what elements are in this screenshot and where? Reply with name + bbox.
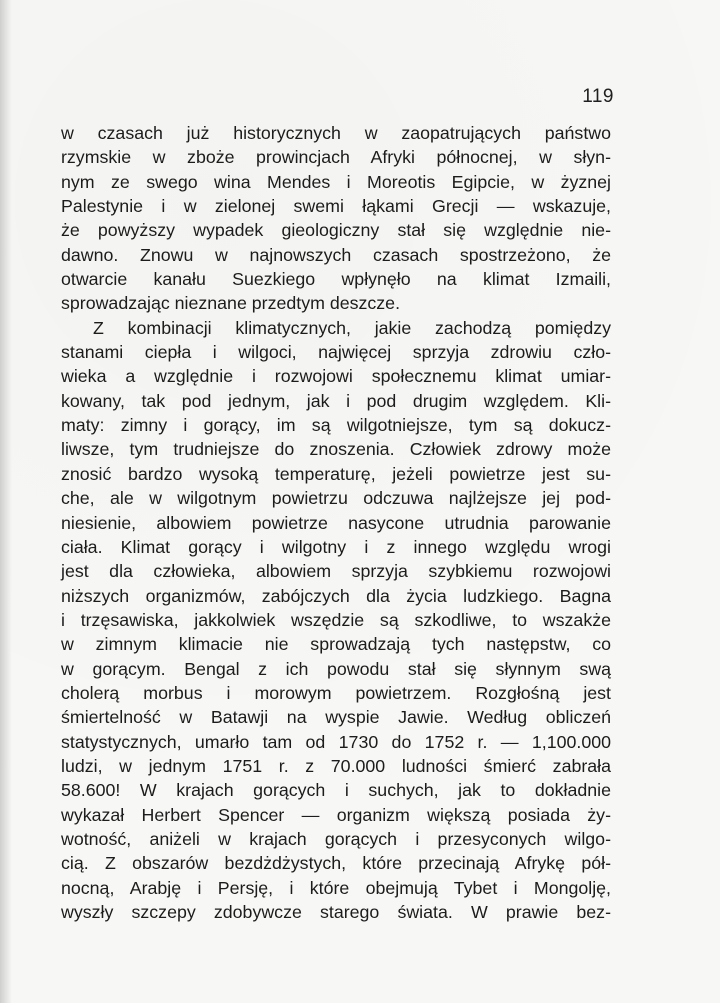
text-line: znosić bardzo wysoką temperaturę, jeżeli powietrze jest su- [61,463,611,484]
text-line: wykazał Herbert Spencer — organizm większą posiada ży- [61,804,611,825]
text-line: cholerą morbus i morowym powietrzem. Rozgłośną jest [61,682,611,703]
page-edge-shadow [0,0,12,1003]
text-line: wyszły szczepy zdobywcze starego świata. W prawie bez- [61,902,611,922]
body-text [61,121,611,924]
text-line: w czasach już historycznych w zaopatrujących państwo [61,123,611,143]
text-line: w zimnym klimacie nie sprowadzają tych następstw, co [61,634,611,655]
text-line: w gorącym. Bengal z ich powodu stał się słynnym swą [61,658,611,679]
text-line: stanami ciepła i wilgoci, najwięcej sprzyja zdrowiu czło- [61,342,611,363]
text-line: że powyższy wypadek gieologiczny stał się względnie nie- [61,220,611,241]
text-line: liwsze, tym trudniejsze do znoszenia. Człowiek zdrowy może [61,439,611,460]
text-line: i trzęsawiska, jakkolwiek wszędzie są szkodliwe, to wszakże [61,609,611,630]
text-line: Palestynie i w zielonej swemi łąkami Grecji — wskazuje, [61,196,611,217]
text-line: rzymskie w zboże prowincjach Afryki północnej, w słyn- [61,147,611,168]
text-line: niższych organizmów, zabójczych dla życia ludzkiego. Bagna [61,585,611,606]
text-line: Z kombinacji klimatycznych, jakie zachodzą pomiędzy [93,317,611,338]
text-line: nocną, Arabję i Persję, i które obejmują Tybet i Mongolję, [61,877,611,898]
text-line: kowany, tak pod jednym, jak i pod drugim względem. Kli- [61,390,611,411]
text-line: śmiertelność w Batawji na wyspie Jawie. Według obliczeń [61,707,611,728]
text-line: nym ze swego wina Mendes i Moreotis Egipcie, w żyznej [61,171,611,192]
text-line: che, ale w wilgotnym powietrzu odczuwa najlżejsze jej pod- [61,488,611,509]
text-line: 58.600! W krajach gorących i suchych, jak to dokładnie [61,780,611,801]
paragraph-1 [61,121,611,316]
text-line: wieka a względnie i rozwojowi społecznemu klimat umiar- [61,366,611,387]
text-line: niesienie, albowiem powietrze nasycone utrudnia parowanie [61,512,611,533]
text-line: otwarcie kanału Suezkiego wpłynęło na klimat Izmaili, [61,269,611,290]
text-line: wotność, aniżeli w krajach gorących i przesyconych wilgo- [61,828,611,849]
page-number: 119 [582,86,614,107]
paragraph-2 [61,316,611,925]
text-line: dawno. Znowu w najnowszych czasach spostrzeżono, że [61,244,611,265]
text-line: ciała. Klimat gorący i wilgotny i z innego względu wrogi [61,536,611,557]
text-line: maty: zimny i gorący, im są wilgotniejsze, tym są dokucz- [61,415,611,436]
text-line: statystycznych, umarło tam od 1730 do 1752 r. — 1,100.000 [61,731,611,752]
text-line: jest dla człowieka, albowiem sprzyja szybkiemu rozwojowi [61,561,611,582]
text-line: ludzi, w jednym 1751 r. z 70.000 ludności śmierć zabrała [61,755,611,776]
text-line: cią. Z obszarów bezdżdżystych, które przecinają Afrykę pół- [61,853,611,874]
text-line: sprowadzając nieznane przedtym deszcze. [61,293,401,314]
